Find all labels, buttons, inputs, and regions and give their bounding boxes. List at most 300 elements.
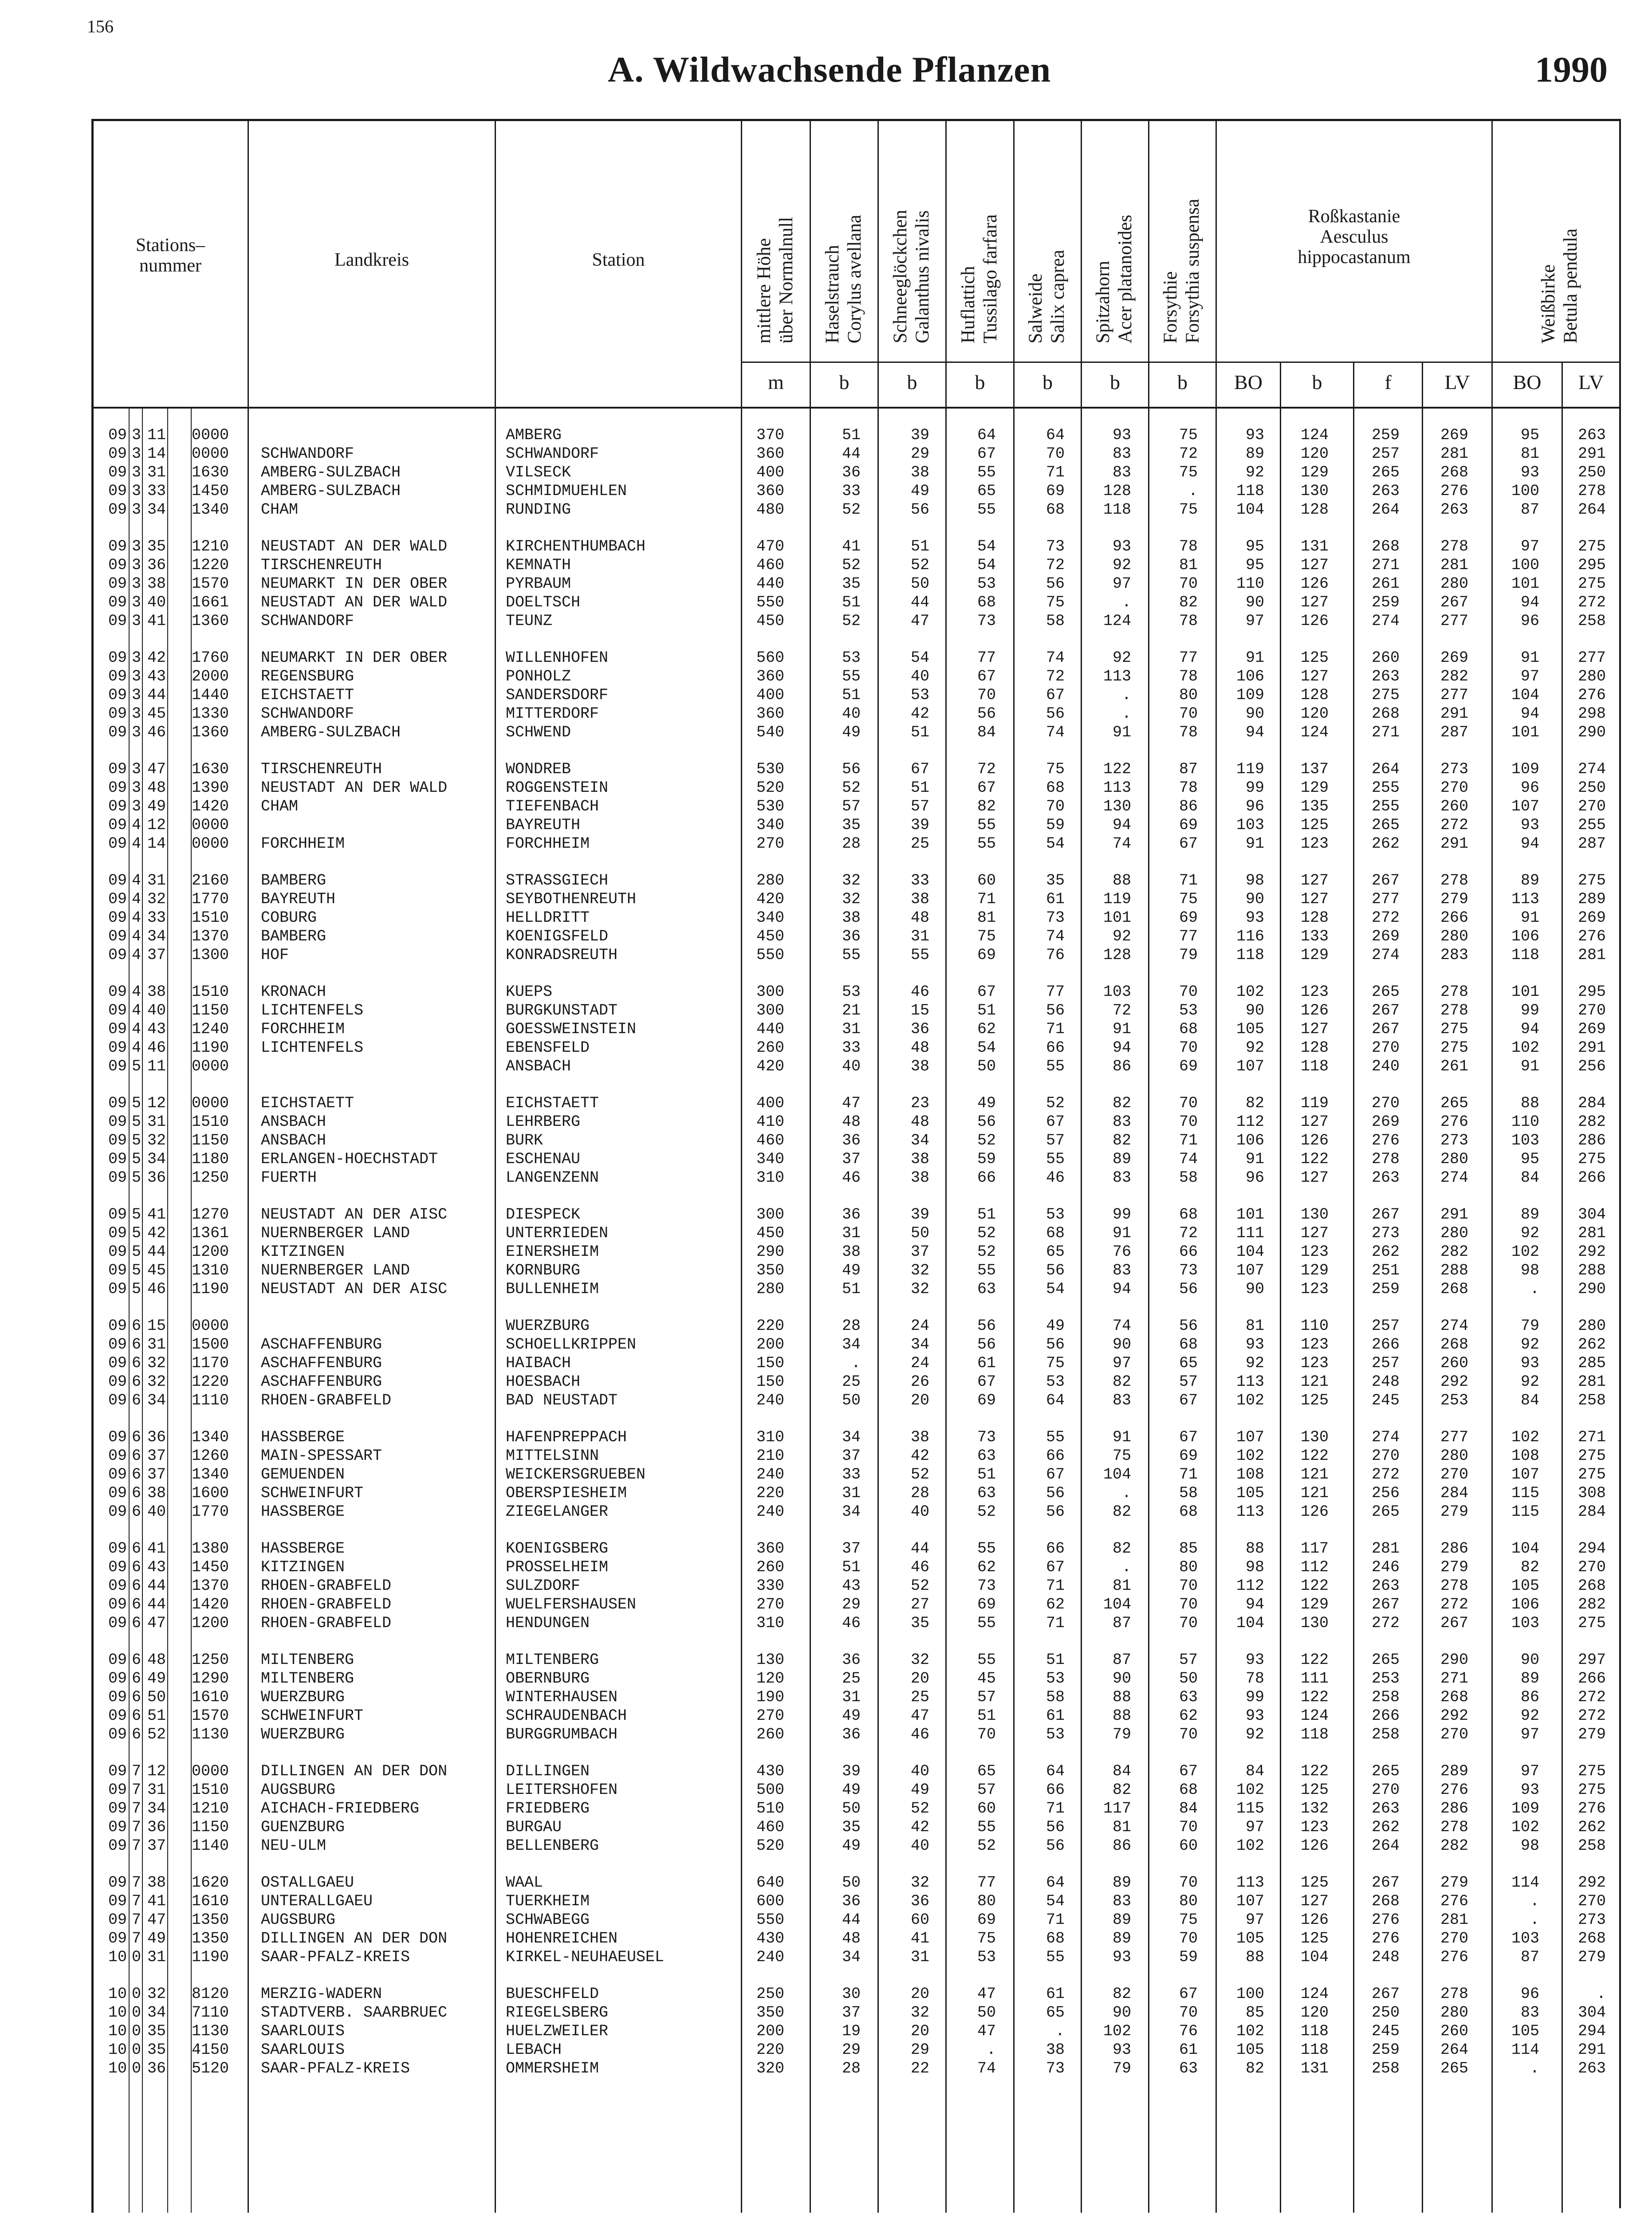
cell-land: 09 bbox=[108, 798, 127, 815]
cell-kast-f: 245 bbox=[1371, 1392, 1400, 1409]
cell-kreis: 51 bbox=[147, 1707, 166, 1725]
cell-reg: 3 bbox=[131, 501, 141, 519]
cell-land: 09 bbox=[108, 835, 127, 853]
cell-birke-bo: 101 bbox=[1511, 575, 1539, 593]
cell-hasel: 52 bbox=[842, 556, 861, 574]
cell-station: EINERSHEIM bbox=[506, 1243, 599, 1261]
cell-hasel: 37 bbox=[842, 1447, 861, 1465]
cell-land: 09 bbox=[108, 1317, 127, 1335]
cell-kast-lv: 265 bbox=[1440, 2060, 1468, 2077]
cell-forsythie: 50 bbox=[1179, 1670, 1198, 1687]
cell-birke-bo: 106 bbox=[1511, 1596, 1539, 1613]
cell-hoehe: 260 bbox=[756, 1558, 784, 1576]
cell-kast-f: 274 bbox=[1371, 946, 1400, 964]
cell-reg: 6 bbox=[131, 1466, 141, 1483]
cell-huflattich: 47 bbox=[977, 2022, 996, 2040]
cell-birke-lv: 274 bbox=[1577, 760, 1606, 778]
cell-kast-f: 265 bbox=[1371, 816, 1400, 834]
cell-reg: 7 bbox=[131, 1762, 141, 1780]
cell-schnee: 48 bbox=[910, 909, 929, 927]
cell-birke-bo: 81 bbox=[1520, 445, 1539, 463]
cell-kast-b: 127 bbox=[1300, 1892, 1329, 1910]
cell-kreis: 31 bbox=[147, 1336, 166, 1353]
cell-reg: 3 bbox=[131, 575, 141, 593]
cell-hoehe: 270 bbox=[756, 1596, 784, 1613]
cell-forsythie: 70 bbox=[1179, 1818, 1198, 1836]
cell-salweide: 65 bbox=[1046, 1243, 1065, 1261]
cell-landkreis: HOF bbox=[261, 946, 289, 964]
cell-kast-bo: 91 bbox=[1245, 649, 1264, 667]
cell-kast-b: 125 bbox=[1300, 816, 1329, 834]
cell-reg: 5 bbox=[131, 1224, 141, 1242]
cell-kast-b: 124 bbox=[1300, 1707, 1329, 1725]
cell-kast-f: 267 bbox=[1371, 872, 1400, 889]
cell-kast-bo: 97 bbox=[1245, 612, 1264, 630]
cell-kast-b: 129 bbox=[1300, 1596, 1329, 1613]
cell-reg: 3 bbox=[131, 445, 141, 463]
col-sep-landkreis bbox=[495, 119, 496, 2213]
cell-huflattich: 52 bbox=[977, 1224, 996, 1242]
cell-kast-b: 125 bbox=[1300, 1781, 1329, 1799]
cell-land: 09 bbox=[108, 705, 127, 723]
cell-birke-lv: 270 bbox=[1577, 1558, 1606, 1576]
cell-salweide: 46 bbox=[1046, 1169, 1065, 1187]
cell-kast-bo: 102 bbox=[1236, 1781, 1264, 1799]
cell-landkreis: NEUMARKT IN DER OBER bbox=[261, 575, 448, 593]
cell-birke-bo: 115 bbox=[1511, 1484, 1539, 1502]
cell-birke-bo: 102 bbox=[1511, 1818, 1539, 1836]
cell-kreis: 34 bbox=[147, 1150, 166, 1168]
cell-kast-b: 111 bbox=[1300, 1670, 1329, 1687]
cell-birke-lv: 277 bbox=[1577, 649, 1606, 667]
cell-hasel: 36 bbox=[842, 1892, 861, 1910]
cell-landkreis: KITZINGEN bbox=[261, 1558, 345, 1576]
cell-spitzahorn: 72 bbox=[1112, 1002, 1131, 1019]
cell-kast-b: 118 bbox=[1300, 2022, 1329, 2040]
cell-kast-lv: 278 bbox=[1440, 1985, 1468, 2003]
cell-birke-lv: 282 bbox=[1577, 1113, 1606, 1131]
cell-salweide: 68 bbox=[1046, 1224, 1065, 1242]
cell-salweide: 68 bbox=[1046, 1930, 1065, 1947]
cell-schnee: 38 bbox=[910, 1428, 929, 1446]
cell-salweide: 55 bbox=[1046, 1428, 1065, 1446]
cell-landkreis: UNTERALLGAEU bbox=[261, 1892, 373, 1910]
cell-kast-lv: 280 bbox=[1440, 575, 1468, 593]
cell-birke-lv: 270 bbox=[1577, 1002, 1606, 1019]
cell-station: ESCHENAU bbox=[506, 1150, 581, 1168]
cell-hasel: 36 bbox=[842, 1726, 861, 1743]
cell-huflattich: 80 bbox=[977, 1892, 996, 1910]
cell-land: 09 bbox=[108, 1150, 127, 1168]
cell-kast-lv: 266 bbox=[1440, 909, 1468, 927]
cell-birke-bo: 93 bbox=[1520, 464, 1539, 481]
cell-kast-b: 131 bbox=[1300, 538, 1329, 555]
cell-forsythie: 70 bbox=[1179, 1726, 1198, 1743]
cell-birke-lv: 268 bbox=[1577, 1577, 1606, 1595]
cell-kreis: 40 bbox=[147, 1503, 166, 1521]
cell-huflattich: 73 bbox=[977, 612, 996, 630]
cell-reg: 4 bbox=[131, 983, 141, 1001]
cell-kreis: 15 bbox=[147, 1317, 166, 1335]
cell-hasel: 32 bbox=[842, 872, 861, 889]
cell-station: WONDREB bbox=[506, 760, 571, 778]
cell-birke-bo: 84 bbox=[1520, 1392, 1539, 1409]
cell-kast-bo: 112 bbox=[1236, 1113, 1264, 1131]
cell-spitzahorn: 81 bbox=[1112, 1577, 1131, 1595]
cell-schnee: 24 bbox=[910, 1317, 929, 1335]
cell-station: SCHMIDMUEHLEN bbox=[506, 482, 627, 500]
cell-birke-lv: 291 bbox=[1577, 2041, 1606, 2059]
cell-station: BELLENBERG bbox=[506, 1837, 599, 1855]
cell-kreis: 31 bbox=[147, 464, 166, 481]
cell-reg: 3 bbox=[131, 798, 141, 815]
cell-station: DILLINGEN bbox=[506, 1762, 590, 1780]
cell-schnee: 55 bbox=[910, 946, 929, 964]
cell-landkreis: FUERTH bbox=[261, 1169, 317, 1187]
cell-reg: 7 bbox=[131, 1818, 141, 1836]
cell-huflattich: 55 bbox=[977, 1540, 996, 1557]
cell-hasel: 33 bbox=[842, 1039, 861, 1057]
cell-salweide: 69 bbox=[1046, 482, 1065, 500]
cell-birke-lv: 268 bbox=[1577, 1930, 1606, 1947]
cell-salweide: 73 bbox=[1046, 538, 1065, 555]
cell-forsythie: 67 bbox=[1179, 1762, 1198, 1780]
cell-spitzahorn: 82 bbox=[1112, 1985, 1131, 2003]
cell-huflattich: 69 bbox=[977, 1392, 996, 1409]
cell-birke-bo: 92 bbox=[1520, 1373, 1539, 1391]
cell-nr: 1510 bbox=[192, 909, 229, 927]
cell-forsythie: 78 bbox=[1179, 612, 1198, 630]
cell-forsythie: 67 bbox=[1179, 1428, 1198, 1446]
cell-nr: 7110 bbox=[192, 2004, 229, 2021]
cell-huflattich: 54 bbox=[977, 556, 996, 574]
cell-reg: 3 bbox=[131, 556, 141, 574]
cell-kast-lv: 260 bbox=[1440, 798, 1468, 815]
cell-hasel: 57 bbox=[842, 798, 861, 815]
cell-birke-bo: 93 bbox=[1520, 1781, 1539, 1799]
cell-kast-bo: 95 bbox=[1245, 538, 1264, 555]
cell-forsythie: 72 bbox=[1179, 445, 1198, 463]
cell-station: WAAL bbox=[506, 1874, 543, 1892]
cell-kast-f: 269 bbox=[1371, 928, 1400, 945]
cell-forsythie: 75 bbox=[1179, 501, 1198, 519]
cell-schnee: 40 bbox=[910, 1762, 929, 1780]
cell-kreis: 33 bbox=[147, 909, 166, 927]
cell-forsythie: 66 bbox=[1179, 1243, 1198, 1261]
cell-forsythie: 68 bbox=[1179, 1336, 1198, 1353]
cell-reg: 6 bbox=[131, 1540, 141, 1557]
cell-landkreis: WUERZBURG bbox=[261, 1688, 345, 1706]
cell-spitzahorn: 79 bbox=[1112, 2060, 1131, 2077]
cell-station: MILTENBERG bbox=[506, 1651, 599, 1669]
cell-birke-bo: 94 bbox=[1520, 705, 1539, 723]
cell-land: 09 bbox=[108, 1800, 127, 1817]
cell-kast-f: 267 bbox=[1371, 1874, 1400, 1892]
cell-spitzahorn: 93 bbox=[1112, 538, 1131, 555]
cell-land: 09 bbox=[108, 1002, 127, 1019]
cell-forsythie: 56 bbox=[1179, 1280, 1198, 1298]
cell-forsythie: 61 bbox=[1179, 2041, 1198, 2059]
cell-kast-f: 258 bbox=[1371, 1726, 1400, 1743]
cell-kast-f: 248 bbox=[1371, 1373, 1400, 1391]
cell-nr: 1190 bbox=[192, 1039, 229, 1057]
cell-kast-bo: 81 bbox=[1245, 1317, 1264, 1335]
cell-birke-lv: 285 bbox=[1577, 1354, 1606, 1372]
cell-schnee: 20 bbox=[910, 2022, 929, 2040]
cell-hasel: 39 bbox=[842, 1762, 861, 1780]
cell-nr: 0000 bbox=[192, 426, 229, 444]
cell-land: 09 bbox=[108, 1058, 127, 1075]
cell-hoehe: 310 bbox=[756, 1614, 784, 1632]
cell-huflattich: 73 bbox=[977, 1428, 996, 1446]
cell-schnee: 48 bbox=[910, 1039, 929, 1057]
cell-hoehe: 310 bbox=[756, 1428, 784, 1446]
cell-birke-bo: 94 bbox=[1520, 835, 1539, 853]
cell-schnee: 35 bbox=[910, 1614, 929, 1632]
cell-kreis: 47 bbox=[147, 1614, 166, 1632]
cell-hoehe: 460 bbox=[756, 1818, 784, 1836]
cell-nr: 1290 bbox=[192, 1670, 229, 1687]
cell-kast-b: 123 bbox=[1300, 1818, 1329, 1836]
cell-kast-bo: 105 bbox=[1236, 2041, 1264, 2059]
cell-land: 09 bbox=[108, 1447, 127, 1465]
cell-station: RIEGELSBERG bbox=[506, 2004, 609, 2021]
cell-salweide: 75 bbox=[1046, 594, 1065, 611]
cell-hoehe: 260 bbox=[756, 1039, 784, 1057]
cell-spitzahorn: 130 bbox=[1103, 798, 1131, 815]
cell-kast-b: 130 bbox=[1300, 1206, 1329, 1223]
cell-hasel: 43 bbox=[842, 1577, 861, 1595]
cell-kreis: 33 bbox=[147, 482, 166, 500]
cell-hoehe: 360 bbox=[756, 445, 784, 463]
cell-reg: 6 bbox=[131, 1392, 141, 1409]
cell-kast-bo: 93 bbox=[1245, 1651, 1264, 1669]
cell-birke-lv: 281 bbox=[1577, 946, 1606, 964]
cell-spitzahorn: 88 bbox=[1112, 1707, 1131, 1725]
cell-kast-b: 130 bbox=[1300, 482, 1329, 500]
cell-kreis: 12 bbox=[147, 1762, 166, 1780]
cell-hoehe: 420 bbox=[756, 890, 784, 908]
cell-kast-bo: 99 bbox=[1245, 779, 1264, 797]
cell-spitzahorn: 94 bbox=[1112, 1280, 1131, 1298]
cell-landkreis: AMBERG-SULZBACH bbox=[261, 482, 401, 500]
cell-hasel: 52 bbox=[842, 501, 861, 519]
cell-forsythie: 69 bbox=[1179, 816, 1198, 834]
cell-kast-lv: 272 bbox=[1440, 1596, 1468, 1613]
cell-kast-f: 265 bbox=[1371, 464, 1400, 481]
cell-birke-bo: 89 bbox=[1520, 872, 1539, 889]
cell-nr: 1620 bbox=[192, 1874, 229, 1892]
cell-station: LEHRBERG bbox=[506, 1113, 581, 1131]
cell-birke-bo: 84 bbox=[1520, 1169, 1539, 1187]
cell-forsythie: 70 bbox=[1179, 1930, 1198, 1947]
cell-birke-bo: 113 bbox=[1511, 890, 1539, 908]
cell-landkreis: NUERNBERGER LAND bbox=[261, 1262, 410, 1279]
cell-hoehe: 310 bbox=[756, 1169, 784, 1187]
cell-kreis: 44 bbox=[147, 1577, 166, 1595]
col-sep-schnee bbox=[945, 119, 947, 2213]
cell-kast-lv: 282 bbox=[1440, 668, 1468, 685]
cell-salweide: 66 bbox=[1046, 1540, 1065, 1557]
cell-landkreis: WUERZBURG bbox=[261, 1726, 345, 1743]
cell-kast-lv: 267 bbox=[1440, 1614, 1468, 1632]
cell-hoehe: 220 bbox=[756, 1484, 784, 1502]
cell-spitzahorn: 82 bbox=[1112, 1094, 1131, 1112]
cell-salweide: 65 bbox=[1046, 2004, 1065, 2021]
cell-landkreis: RHOEN-GRABFELD bbox=[261, 1596, 392, 1613]
cell-birke-lv: 275 bbox=[1577, 1466, 1606, 1483]
cell-kast-lv: 275 bbox=[1440, 1020, 1468, 1038]
cell-nr: 1440 bbox=[192, 686, 229, 704]
cell-birke-bo: 89 bbox=[1520, 1206, 1539, 1223]
cell-birke-bo: 97 bbox=[1520, 1726, 1539, 1743]
cell-forsythie: 78 bbox=[1179, 538, 1198, 555]
cell-station: VILSECK bbox=[506, 464, 571, 481]
cell-landkreis: SCHWEINFURT bbox=[261, 1707, 364, 1725]
cell-huflattich: 67 bbox=[977, 779, 996, 797]
cell-landkreis: SCHWEINFURT bbox=[261, 1484, 364, 1502]
cell-hasel: 33 bbox=[842, 482, 861, 500]
cell-kast-bo: 93 bbox=[1245, 909, 1264, 927]
col-sep-kast-f bbox=[1422, 363, 1423, 2213]
cell-birke-lv: 276 bbox=[1577, 928, 1606, 945]
cell-nr: 1190 bbox=[192, 1948, 229, 1966]
cell-nr: 1170 bbox=[192, 1354, 229, 1372]
col-sep-salweide bbox=[1081, 119, 1082, 2213]
cell-salweide: 67 bbox=[1046, 686, 1065, 704]
cell-land: 10 bbox=[108, 1985, 127, 2003]
cell-birke-bo: 93 bbox=[1520, 816, 1539, 834]
cell-station: HAFENPREPPACH bbox=[506, 1428, 627, 1446]
cell-station: DOELTSCH bbox=[506, 594, 581, 611]
cell-schnee: 57 bbox=[910, 798, 929, 815]
cell-landkreis: NUERNBERGER LAND bbox=[261, 1224, 410, 1242]
cell-hasel: 25 bbox=[842, 1373, 861, 1391]
cell-kast-f: 251 bbox=[1371, 1262, 1400, 1279]
cell-kast-lv: 288 bbox=[1440, 1262, 1468, 1279]
cell-hasel: 36 bbox=[842, 1132, 861, 1149]
cell-spitzahorn: 93 bbox=[1112, 426, 1131, 444]
cell-landkreis: DILLINGEN AN DER DON bbox=[261, 1762, 448, 1780]
cell-land: 09 bbox=[108, 983, 127, 1001]
cell-forsythie: 79 bbox=[1179, 946, 1198, 964]
cell-hoehe: 150 bbox=[756, 1354, 784, 1372]
cell-land: 09 bbox=[108, 816, 127, 834]
cell-kast-lv: 277 bbox=[1440, 686, 1468, 704]
cell-kast-lv: 270 bbox=[1440, 779, 1468, 797]
cell-kast-b: 120 bbox=[1300, 705, 1329, 723]
cell-kast-bo: 116 bbox=[1236, 928, 1264, 945]
cell-hoehe: 260 bbox=[756, 1726, 784, 1743]
cell-hasel: 53 bbox=[842, 649, 861, 667]
cell-station: WILLENHOFEN bbox=[506, 649, 609, 667]
cell-hasel: 36 bbox=[842, 464, 861, 481]
cell-kast-lv: 270 bbox=[1440, 1466, 1468, 1483]
cell-station: WINTERHAUSEN bbox=[506, 1688, 618, 1706]
cell-land: 09 bbox=[108, 668, 127, 685]
cell-land: 09 bbox=[108, 1336, 127, 1353]
cell-station: BULLENHEIM bbox=[506, 1280, 599, 1298]
cell-kast-b: 123 bbox=[1300, 1336, 1329, 1353]
cell-kreis: 45 bbox=[147, 1262, 166, 1279]
cell-kast-lv: 281 bbox=[1440, 556, 1468, 574]
cell-landkreis: ANSBACH bbox=[261, 1113, 326, 1131]
cell-kast-bo: 93 bbox=[1245, 426, 1264, 444]
cell-spitzahorn: 92 bbox=[1112, 556, 1131, 574]
cell-salweide: 73 bbox=[1046, 2060, 1065, 2077]
cell-kast-f: 274 bbox=[1371, 1428, 1400, 1446]
cell-land: 09 bbox=[108, 1762, 127, 1780]
cell-schnee: 31 bbox=[910, 1948, 929, 1966]
cell-reg: 0 bbox=[131, 1948, 141, 1966]
cell-hasel: 48 bbox=[842, 1113, 861, 1131]
cell-kast-b: 123 bbox=[1300, 1280, 1329, 1298]
cell-forsythie: 71 bbox=[1179, 872, 1198, 889]
cell-reg: 3 bbox=[131, 760, 141, 778]
cell-schnee: 50 bbox=[910, 575, 929, 593]
cell-kreis: 38 bbox=[147, 575, 166, 593]
cell-huflattich: 68 bbox=[977, 594, 996, 611]
cell-hoehe: 120 bbox=[756, 1670, 784, 1687]
cell-schnee: 20 bbox=[910, 1392, 929, 1409]
cell-birke-bo: 95 bbox=[1520, 426, 1539, 444]
cell-kast-lv: 260 bbox=[1440, 1354, 1468, 1372]
cell-kast-bo: 92 bbox=[1245, 1354, 1264, 1372]
cell-kast-f: 276 bbox=[1371, 1132, 1400, 1149]
cell-kast-lv: 287 bbox=[1440, 724, 1468, 741]
cell-station: BUESCHFELD bbox=[506, 1985, 599, 2003]
cell-nr: 1310 bbox=[192, 1262, 229, 1279]
cell-nr: 2000 bbox=[192, 668, 229, 685]
cell-kast-bo: 108 bbox=[1236, 1466, 1264, 1483]
cell-kast-bo: 82 bbox=[1245, 2060, 1264, 2077]
cell-huflattich: 70 bbox=[977, 1726, 996, 1743]
cell-birke-lv: 272 bbox=[1577, 1688, 1606, 1706]
cell-landkreis: STADTVERB. SAARBRUEC bbox=[261, 2004, 448, 2021]
cell-kast-bo: 100 bbox=[1236, 1985, 1264, 2003]
cell-forsythie: 67 bbox=[1179, 1985, 1198, 2003]
cell-station: BAD NEUSTADT bbox=[506, 1392, 618, 1409]
cell-kreis: 41 bbox=[147, 612, 166, 630]
cell-birke-bo: 94 bbox=[1520, 1020, 1539, 1038]
cell-kast-f: 267 bbox=[1371, 1020, 1400, 1038]
cell-kreis: 36 bbox=[147, 556, 166, 574]
cell-kast-bo: 97 bbox=[1245, 1818, 1264, 1836]
cell-schnee: 47 bbox=[910, 1707, 929, 1725]
cell-salweide: 58 bbox=[1046, 1688, 1065, 1706]
cell-land: 09 bbox=[108, 501, 127, 519]
cell-hasel: 35 bbox=[842, 816, 861, 834]
header-huflattich: Huflattich Tussilago farfara bbox=[958, 214, 1001, 343]
cell-schnee: 34 bbox=[910, 1132, 929, 1149]
cell-hasel: 29 bbox=[842, 2041, 861, 2059]
cell-nr: 1210 bbox=[192, 538, 229, 555]
cell-reg: 5 bbox=[131, 1262, 141, 1279]
cell-salweide: 71 bbox=[1046, 1614, 1065, 1632]
cell-kast-f: 269 bbox=[1371, 1113, 1400, 1131]
cell-nr: 1190 bbox=[192, 1280, 229, 1298]
cell-reg: 7 bbox=[131, 1800, 141, 1817]
cell-reg: 6 bbox=[131, 1373, 141, 1391]
cell-reg: 6 bbox=[131, 1614, 141, 1632]
cell-birke-bo: 94 bbox=[1520, 594, 1539, 611]
cell-forsythie: . bbox=[1188, 482, 1198, 500]
cell-kast-bo: 102 bbox=[1236, 1837, 1264, 1855]
cell-hoehe: 200 bbox=[756, 1336, 784, 1353]
cell-reg: 3 bbox=[131, 779, 141, 797]
cell-birke-bo: 87 bbox=[1520, 1948, 1539, 1966]
header-weissbirke: Weißbirke Betula pendula bbox=[1538, 228, 1581, 343]
